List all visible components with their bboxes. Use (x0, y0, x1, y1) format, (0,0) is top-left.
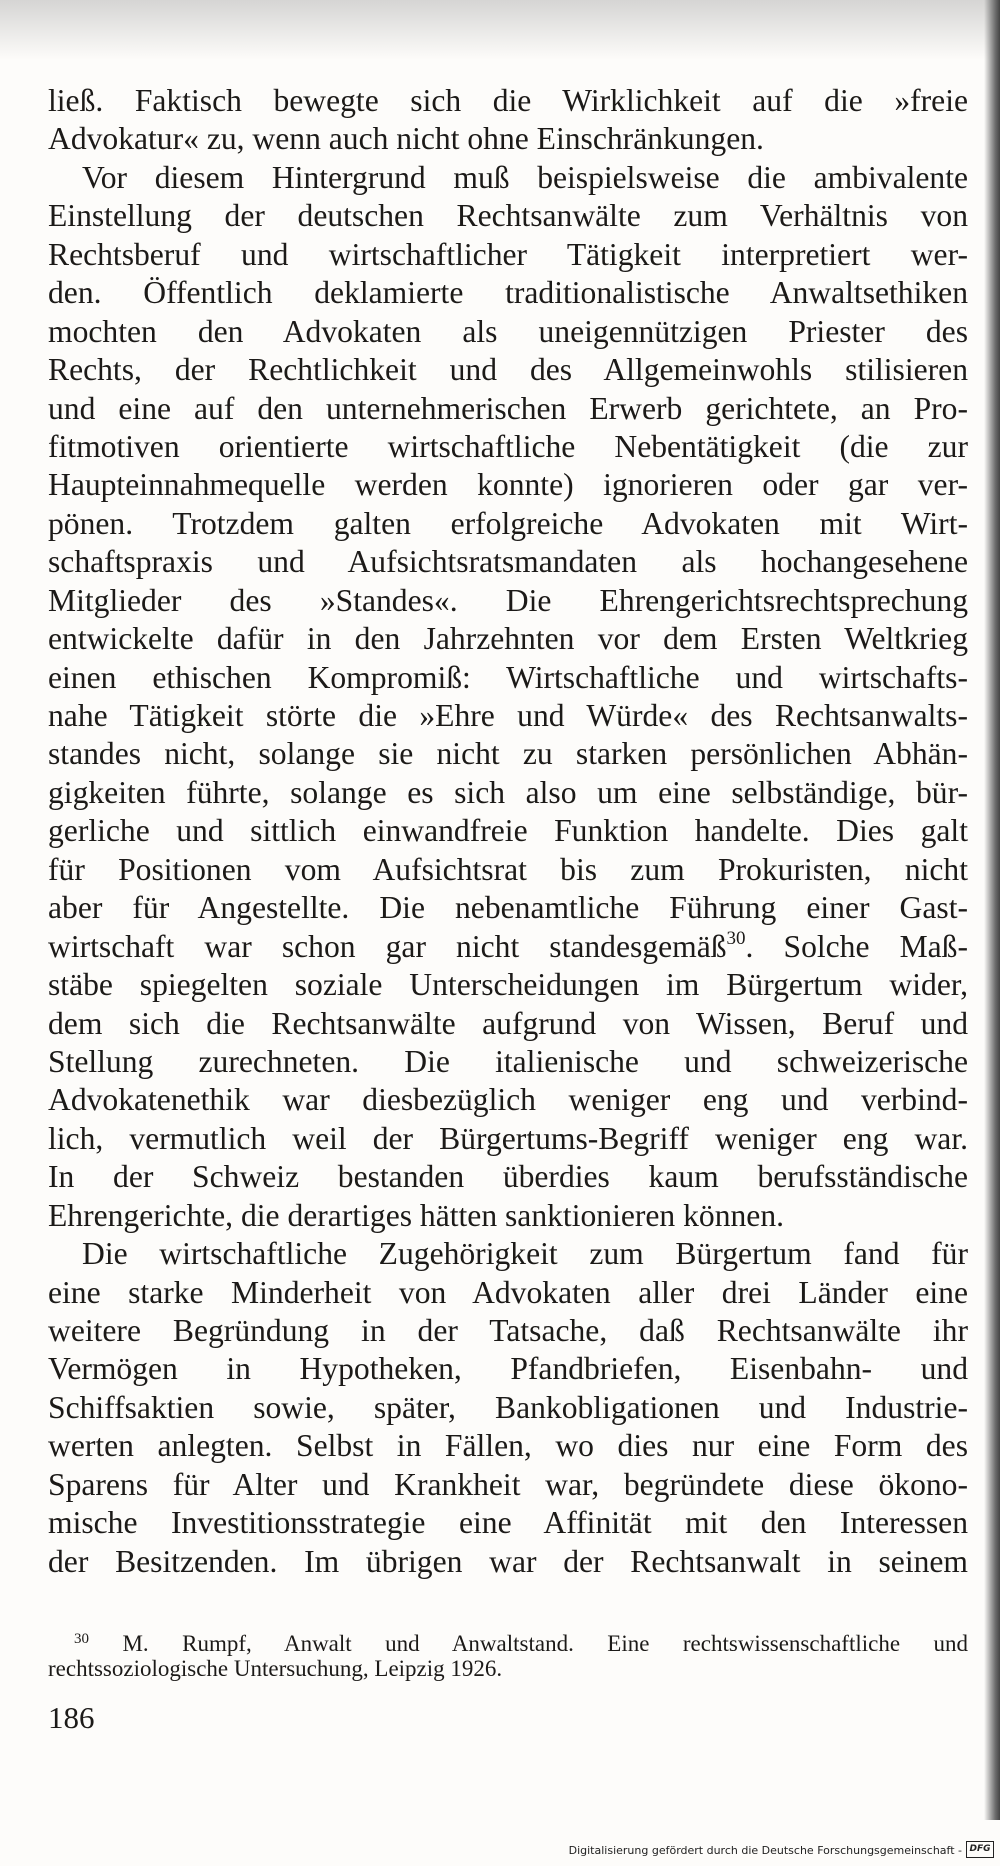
text-segment: wirtschaft war schon gar nicht standesgemäß (48, 928, 727, 964)
footnote-reference: 30 (726, 927, 746, 949)
footnote-line: rechtssoziologische Untersuchung, Leipzig 1926. (48, 1656, 503, 1681)
text-line: Ehrengerichte, die derartiges hätten sanktionieren können. (48, 1197, 785, 1233)
scan-top-shadow (0, 0, 1000, 60)
text-line: Advokatur« zu, wenn auch nicht ohne Einschränkungen. (48, 121, 764, 157)
page-number: 186 (48, 1700, 95, 1735)
text-line: weitere Begründung in der Tatsache, daß Rechtsanwälte ihr (48, 1313, 968, 1348)
text-line: einen ethischen Kompromiß: Wirtschaftliche und wirtschafts- (48, 659, 968, 695)
text-line: Mitglieder des »Standes«. Die Ehrengerichtsrechtsprechung (48, 582, 968, 618)
text-line: gigkeiten führte, solange es sich also um eine selbständige, bür- (48, 774, 968, 810)
text-line: In der Schweiz bestanden überdies kaum berufsständische (48, 1159, 968, 1195)
text-line: eine starke Minderheit von Advokaten aller drei Länder eine (48, 1274, 968, 1310)
text-segment: . Solche Maß- (745, 928, 969, 964)
digitization-credit: Digitalisierung gefördert durch die Deutsche Forschungsgemeinschaft - (568, 1844, 962, 1857)
text-line: der Besitzenden. Im übrigen war der Rechtsanwalt in seinem (48, 1543, 968, 1579)
dfg-logo: DFG (966, 1841, 994, 1858)
text-line: pönen. Trotzdem galten erfolgreiche Advokaten mit Wirt- (48, 505, 968, 541)
text-line: werten anlegten. Selbst in Fällen, wo dies nur eine Form des (48, 1428, 968, 1464)
text-line: fitmotiven orientierte wirtschaftliche Nebentätigkeit (die zur (48, 428, 968, 464)
text-line: Rechts, der Rechtlichkeit und des Allgemeinwohls stilisieren (48, 352, 968, 388)
text-line: mochten den Advokaten als uneigennützigen Priester des (48, 313, 968, 349)
text-line: entwickelte dafür in den Jahrzehnten vor dem Ersten Weltkrieg (48, 621, 968, 657)
text-line: gerliche und sittlich einwandfreie Funktion handelte. Dies galt (48, 813, 968, 849)
text-line: lich, vermutlich weil der Bürgertums-Begriff weniger eng war. (48, 1120, 968, 1156)
text-line: dem sich die Rechtsanwälte aufgrund von Wissen, Beruf und (48, 1005, 968, 1041)
text-line: Vermögen in Hypotheken, Pfandbriefen, Eisenbahn- und (48, 1351, 968, 1387)
text-line: Vor diesem Hintergrund muß beispielsweise die ambivalente (82, 159, 968, 195)
footnote-line (48, 1625, 968, 1654)
text-line: nahe Tätigkeit störte die »Ehre und Würde« des Rechtsanwalts- (48, 698, 968, 733)
text-line: stäbe spiegelten soziale Unterscheidungen im Bürgertum wider, (48, 967, 968, 1003)
text-line: den. Öffentlich deklamierte traditionalistische Anwaltsethiken (48, 275, 968, 311)
text-line: für Positionen vom Aufsichtsrat bis zum Prokuristen, nicht (48, 851, 968, 887)
text-line: Schiffsaktien sowie, später, Bankobligationen und Industrie- (48, 1389, 968, 1425)
text-line: schaftspraxis und Aufsichtsratsmandaten als hochangesehene (48, 544, 968, 580)
text-line-with-footnote-ref (48, 928, 968, 966)
text-line: aber für Angestellte. Die nebenamtliche Führung einer Gast- (48, 890, 968, 926)
text-line: Haupteinnahmequelle werden konnte) ignorieren oder gar ver- (48, 467, 968, 503)
text-line: ließ. Faktisch bewegte sich die Wirklichkeit auf die »freie (48, 83, 968, 118)
text-line: Die wirtschaftliche Zugehörigkeit zum Bürgertum fand für (82, 1236, 968, 1272)
footnote-number: 30 (74, 1631, 89, 1647)
text-line: Rechtsberuf und wirtschaftlicher Tätigkeit interpretiert wer- (48, 236, 968, 272)
footnote (48, 1625, 968, 1683)
text-line: Einstellung der deutschen Rechtsanwälte zum Verhältnis von (48, 198, 968, 234)
text-line: Sparens für Alter und Krankheit war, begründete diese ökono- (48, 1466, 968, 1502)
text-line: Stellung zurechneten. Die italienische und schweizerische (48, 1043, 968, 1079)
text-line: und eine auf den unternehmerischen Erwerb gerichtete, an Pro- (48, 390, 968, 426)
body-text (48, 82, 968, 1581)
footnote-text: M. Rumpf, Anwalt und Anwaltstand. Eine rechtswissenschaftliche und (122, 1631, 969, 1656)
text-line: Advokatenethik war diesbezüglich weniger eng und verbind- (48, 1082, 968, 1118)
text-line: standes nicht, solange sie nicht zu starken persönlichen Abhän- (48, 736, 968, 772)
scan-page-edge (984, 0, 1000, 1820)
text-line: mische Investitionsstrategie eine Affinität mit den Interessen (48, 1505, 968, 1541)
